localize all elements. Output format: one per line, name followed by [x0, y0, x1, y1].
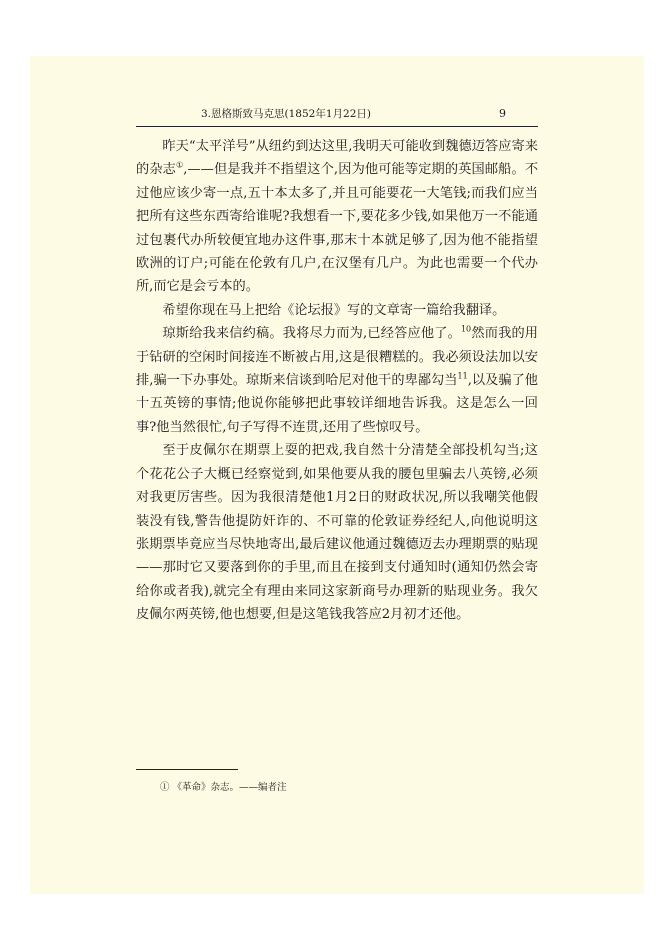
paragraph-1-text-a: 昨天“太平洋号”从纽约到达这里,我明天可能收到魏德迈答应寄来的杂志	[136, 139, 538, 178]
paragraph-3-text-b: 然而我的用于钻研的空闲时间接连不断被占用,这是很糟糕的。我必须设法加以安排,骗一下办事处。琼斯来信谈到哈尼对他干的卑鄙勾当	[136, 326, 538, 389]
paragraph-3-text-c: ,以及骗了他十五英镑的事情;他说你能够把此事较详细地告诉我。这是怎么一回事?他当然很忙,句子写得不连贯,还用了些惊叹号。	[136, 373, 538, 435]
paragraph-3	[136, 322, 538, 439]
footnote-reference-1[interactable]: ①	[175, 161, 184, 171]
paragraph-3-text-a: 琼斯给我来信约稿。我将尽力而为,已经答应他了。	[162, 326, 461, 342]
running-header	[106, 105, 506, 123]
endnote-reference-10[interactable]: 10	[460, 324, 472, 334]
footnote-rule	[136, 769, 238, 770]
paragraph-2: 希望你现在马上把给《论坛报》写的文章寄一篇给我翻译。	[162, 302, 506, 318]
footnote	[160, 780, 287, 796]
body-text	[136, 135, 538, 627]
header-rule	[136, 126, 538, 127]
footnote-text: 《革命》杂志。——编者注	[172, 782, 287, 793]
paragraph-1-text-b: ,——但是我并不指望这个,因为他可能等定期的英国邮船。不过他应该少寄一点,五十本太多了,并且可能要花一大笔钱;而我们应当把所有这些东西寄给谁呢?我想看一下,要花多少钱,如果他万一不能通过包裹代办所较便宜地办这件事,那末十本就足够了,因为他不能指望欧洲的订户;可能在伦敦有几户,在汉堡有几户。为此也需要一个代办所,而它是会亏本的。	[136, 162, 539, 295]
header-title: 3.恩格斯致马克思(1852年1月22日)	[201, 108, 371, 120]
page-number: 9	[499, 107, 506, 120]
endnote-reference-11[interactable]: 11	[457, 371, 468, 381]
paragraph-4: 至于皮佩尔在期票上耍的把戏,我自然十分清楚全部投机勾当;这个花花公子大概已经察觉到,如果他要从我的腰包里骗去八英镑,必须对我更厉害些。因为我很清楚他1月2日的财政状况,所以我嘲笑他假装没有钱,警告他提防奸诈的、不可靠的伦敦证券经纪人,向他说明这张期票毕竟应当尽快地寄出,最后建议他通过魏德迈去办理期票的贴现——那时它又要落到你的手里,而且在接到支付通知时(通知仍然会寄给你或者我),就完全有理由来同这家新商号办理新的贴现业务。我欠皮佩尔两英镑,他也想要,但是这笔钱我答应2月初才还他。	[136, 443, 538, 623]
footnote-mark: ①	[160, 782, 170, 793]
paragraph-1	[136, 135, 538, 299]
